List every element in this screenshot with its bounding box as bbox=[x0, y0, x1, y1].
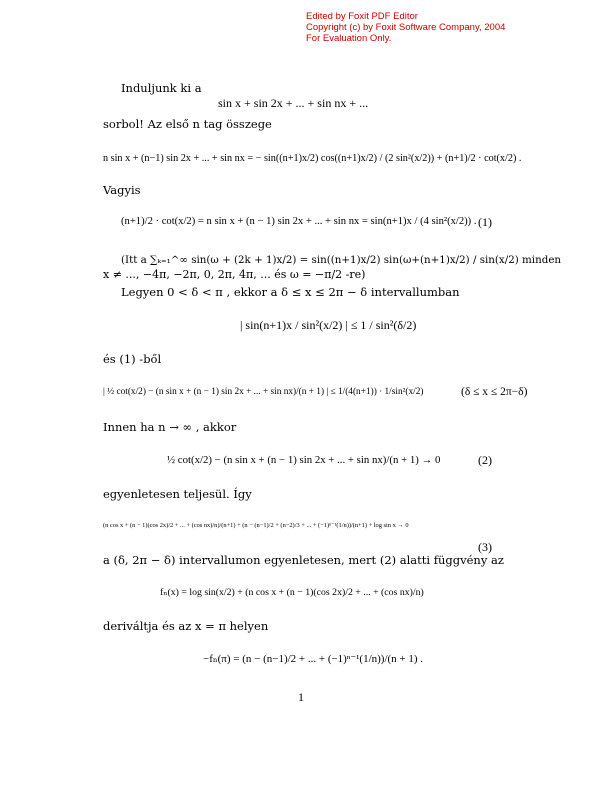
paragraph-derivaltja: deriváltja és az x = π helyen bbox=[103, 619, 269, 633]
paragraph-legyen: Legyen 0 < δ < π , ekkor a δ ≤ x ≤ 2π − δ intervallumban bbox=[121, 285, 460, 299]
paragraph-vagyis: Vagyis bbox=[103, 183, 141, 197]
paragraph-itt-cont: x ≠ ..., −4π, −2π, 0, 2π, 4π, ... és ω = −π/2 -re) bbox=[103, 268, 366, 281]
foxit-watermark bbox=[306, 11, 505, 44]
paragraph-first-n-terms: sorbol! Az első n tag összege bbox=[103, 117, 272, 131]
watermark-line-1: Edited by Foxit PDF Editor bbox=[306, 11, 418, 22]
paragraph-egyenletesen: egyenletesen teljesül. Így bbox=[103, 487, 252, 501]
equation-2: ½ cot(x/2) − (n sin x + (n − 1) sin 2x + ... + sin nx)/(n + 1) → 0 bbox=[167, 454, 441, 466]
paragraph-es-1-bol: és (1) -ből bbox=[103, 352, 162, 366]
equation-inequality: | ½ cot(x/2) − (n sin x + (n − 1) sin 2x + ... + sin nx)/(n + 1) | ≤ 1/(4(n+1)) · 1/sin²(x/2) bbox=[103, 387, 424, 397]
equation-number-1: (1) bbox=[478, 215, 492, 229]
equation-bound: | sin(n+1)x / sin²(x/2) | ≤ 1 / sin²(δ/2) bbox=[240, 318, 417, 332]
equation-fn-at-pi: −fₙ(π) = (n − (n−1)/2 + ... + (−1)ⁿ⁻¹(1/n))/(n + 1) . bbox=[203, 653, 424, 665]
paragraph-itt: (Itt a ∑ₖ₌₁^∞ sin(ω + (2k + 1)x/2) = sin((n+1)x/2) sin(ω+(n+1)x/2) / sin(x/2) minden bbox=[121, 254, 562, 266]
equation-condition: (δ ≤ x ≤ 2π−δ) bbox=[461, 386, 528, 398]
watermark-line-3: For Evaluation Only. bbox=[306, 33, 392, 44]
equation-3: (n cos x + (n − 1)(cos 2x)/2 + ... + (cos nx)/n)/(n+1) + (n − (n−1)/2 + (n−2)/3 + ... + (−1)ⁿ⁻¹(1/n))/(n+1) + log sin x → 0 bbox=[103, 522, 409, 529]
paragraph-innen: Innen ha n → ∞ , akkor bbox=[103, 420, 237, 434]
watermark-line-2: Copyright (c) by Foxit Software Company, 2004 bbox=[306, 22, 506, 33]
equation-number-2: (2) bbox=[478, 453, 492, 467]
paragraph-intro: Induljunk ki a bbox=[121, 81, 202, 95]
paragraph-intervallumon: a (δ, 2π − δ) intervallumon egyenletesen, mert (2) alatti függvény az bbox=[103, 553, 504, 567]
equation-partial-sum: n sin x + (n−1) sin 2x + ... + sin nx = − sin((n+1)x/2) cos((n+1)x/2) / (2 sin²(x/2)) + (n+1)/2 · cot(x/2) . bbox=[103, 153, 522, 164]
equation-series: sin x + sin 2x + ... + sin nx + ... bbox=[218, 96, 369, 110]
equation-1: (n+1)/2 · cot(x/2) = n sin x + (n − 1) sin 2x + ... + sin nx = sin(n+1)x / (4 sin²(x/2)) . bbox=[121, 216, 477, 227]
equation-number-3: (3) bbox=[478, 540, 492, 554]
page-number: 1 bbox=[298, 690, 304, 704]
equation-fn-definition: fₙ(x) = log sin(x/2) + (n cos x + (n − 1)(cos 2x)/2 + ... + (cos nx)/n) bbox=[160, 587, 424, 598]
